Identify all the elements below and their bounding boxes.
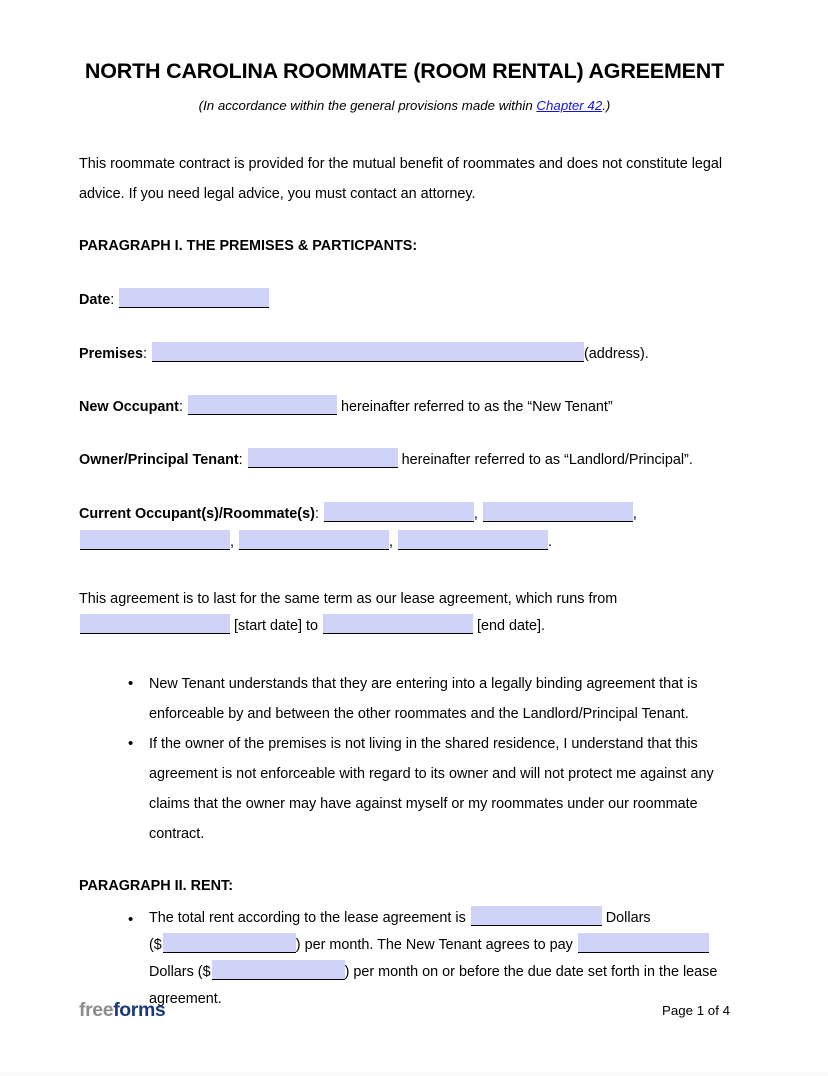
bullet-text: If the owner of the premises is not living in the shared residence, I understand that this agreement is not enforceable with regard to its owner and will not protect me against any claims that the owner may have against myself or my roommates under our roommate contract. [149, 736, 714, 842]
owner-colon: : [238, 452, 243, 468]
premises-field-row [79, 311, 730, 365]
premises-label: Premises [79, 346, 144, 362]
rent-text-1: The total rent according to the lease agreement is [149, 910, 466, 926]
logo-text-free: free [79, 999, 114, 1021]
current-occupants-colon: : [314, 506, 319, 522]
lease-term-paragraph [79, 556, 730, 640]
list-item [128, 905, 730, 1013]
page-bottom-edge [0, 1072, 828, 1076]
date-label: Date [79, 292, 111, 308]
paragraph-1-bullet-list [79, 640, 730, 849]
date-input[interactable] [119, 288, 269, 308]
page-title: NORTH CAROLINA ROOMMATE (ROOM RENTAL) AGREEMENT [84, 59, 725, 83]
rent-text-3: ($ [149, 937, 162, 953]
logo-text-forms: forms [113, 999, 166, 1021]
roommate-separator-1: , [473, 506, 478, 522]
paragraph-2-heading-colon: : [228, 878, 234, 894]
rent-text-4: ) per month. The New Tenant agrees to pay [295, 937, 573, 953]
date-colon: : [110, 292, 115, 308]
lease-start-date-input[interactable] [80, 614, 230, 634]
chapter-42-link[interactable]: Chapter 42 [536, 98, 603, 113]
owner-label: Owner/Principal Tenant [79, 452, 239, 468]
rent-text-5: Dollars ($ [149, 964, 211, 980]
list-item [128, 669, 730, 729]
paragraph-2-heading-text: PARAGRAPH II. RENT [79, 878, 229, 894]
lease-end-date-input[interactable] [323, 614, 473, 634]
document-subtitle [79, 84, 730, 114]
list-item [128, 729, 730, 849]
current-occupants-field-row [79, 471, 730, 556]
roommate-separator-3: , [230, 534, 234, 550]
bullet-icon: • [128, 735, 134, 752]
roommate-separator-4: , [389, 534, 393, 550]
tenant-share-words-input[interactable] [578, 933, 709, 953]
owner-suffix: hereinafter referred to as “Landlord/Principal”. [401, 452, 693, 468]
paragraph-1-heading-colon: : [412, 238, 418, 254]
new-occupant-input[interactable] [188, 395, 337, 415]
roommate-input-5[interactable] [398, 530, 548, 550]
subtitle-prefix: (In accordance within the general provisions made within [198, 98, 537, 113]
premises-suffix: (address). [584, 346, 649, 362]
paragraph-1-heading-text: PARAGRAPH I. THE PREMISES & PARTICPANTS [79, 238, 413, 254]
paragraph-1-heading [79, 209, 730, 257]
roommate-input-4[interactable] [239, 530, 389, 550]
roommate-input-1[interactable] [324, 502, 474, 522]
document-content [79, 0, 730, 1013]
page-number: Page 1 of 4 [661, 1003, 730, 1018]
freeforms-logo [79, 998, 165, 1022]
subtitle-suffix: .) [602, 98, 611, 113]
lease-term-line-2 [79, 613, 730, 640]
start-date-label: [start date] [234, 618, 302, 634]
term-to-word: to [306, 618, 319, 634]
current-occupants-label: Current Occupant(s)/Roommate(s) [79, 506, 315, 522]
new-occupant-suffix: hereinafter referred to as the “New Tenant” [340, 399, 613, 415]
owner-input[interactable] [248, 448, 398, 468]
intro-paragraph: This roommate contract is provided for the mutual benefit of roommates and does not constitute legal advice. If you need legal advice, you must contact an attorney. [79, 156, 723, 202]
roommate-terminator: . [548, 534, 552, 550]
new-occupant-label: New Occupant [79, 399, 179, 415]
new-occupant-colon: : [178, 399, 183, 415]
end-date-label: [end date]. [477, 618, 546, 634]
total-rent-amount-input[interactable] [163, 933, 296, 953]
bullet-icon: • [128, 911, 134, 928]
tenant-share-amount-input[interactable] [212, 960, 345, 980]
bullet-icon: • [128, 675, 134, 692]
paragraph-2-bullet-list [79, 897, 730, 1013]
roommate-separator-2: , [632, 506, 637, 522]
owner-field-row [79, 418, 730, 471]
rent-text-2: Dollars [605, 910, 651, 926]
roommate-input-3[interactable] [80, 530, 230, 550]
roommate-input-2[interactable] [483, 502, 633, 522]
new-occupant-field-row [79, 365, 730, 418]
rent-text-7: agreement. [149, 991, 222, 1007]
premises-colon: : [143, 346, 148, 362]
bullet-text: New Tenant understands that they are entering into a legally binding agreement that is enforceable by and between the other roommates and the Landlord/Principal Tenant. [149, 676, 698, 722]
rent-text-6: ) per month on or before the due date set forth in the lease [344, 964, 718, 980]
premises-input[interactable] [152, 342, 584, 362]
paragraph-2-heading [79, 849, 730, 897]
total-rent-words-input[interactable] [471, 906, 602, 926]
page-footer [79, 998, 730, 1024]
lease-term-line-1: This agreement is to last for the same term as our lease agreement, which runs from [79, 591, 618, 607]
date-field-row [79, 257, 730, 311]
